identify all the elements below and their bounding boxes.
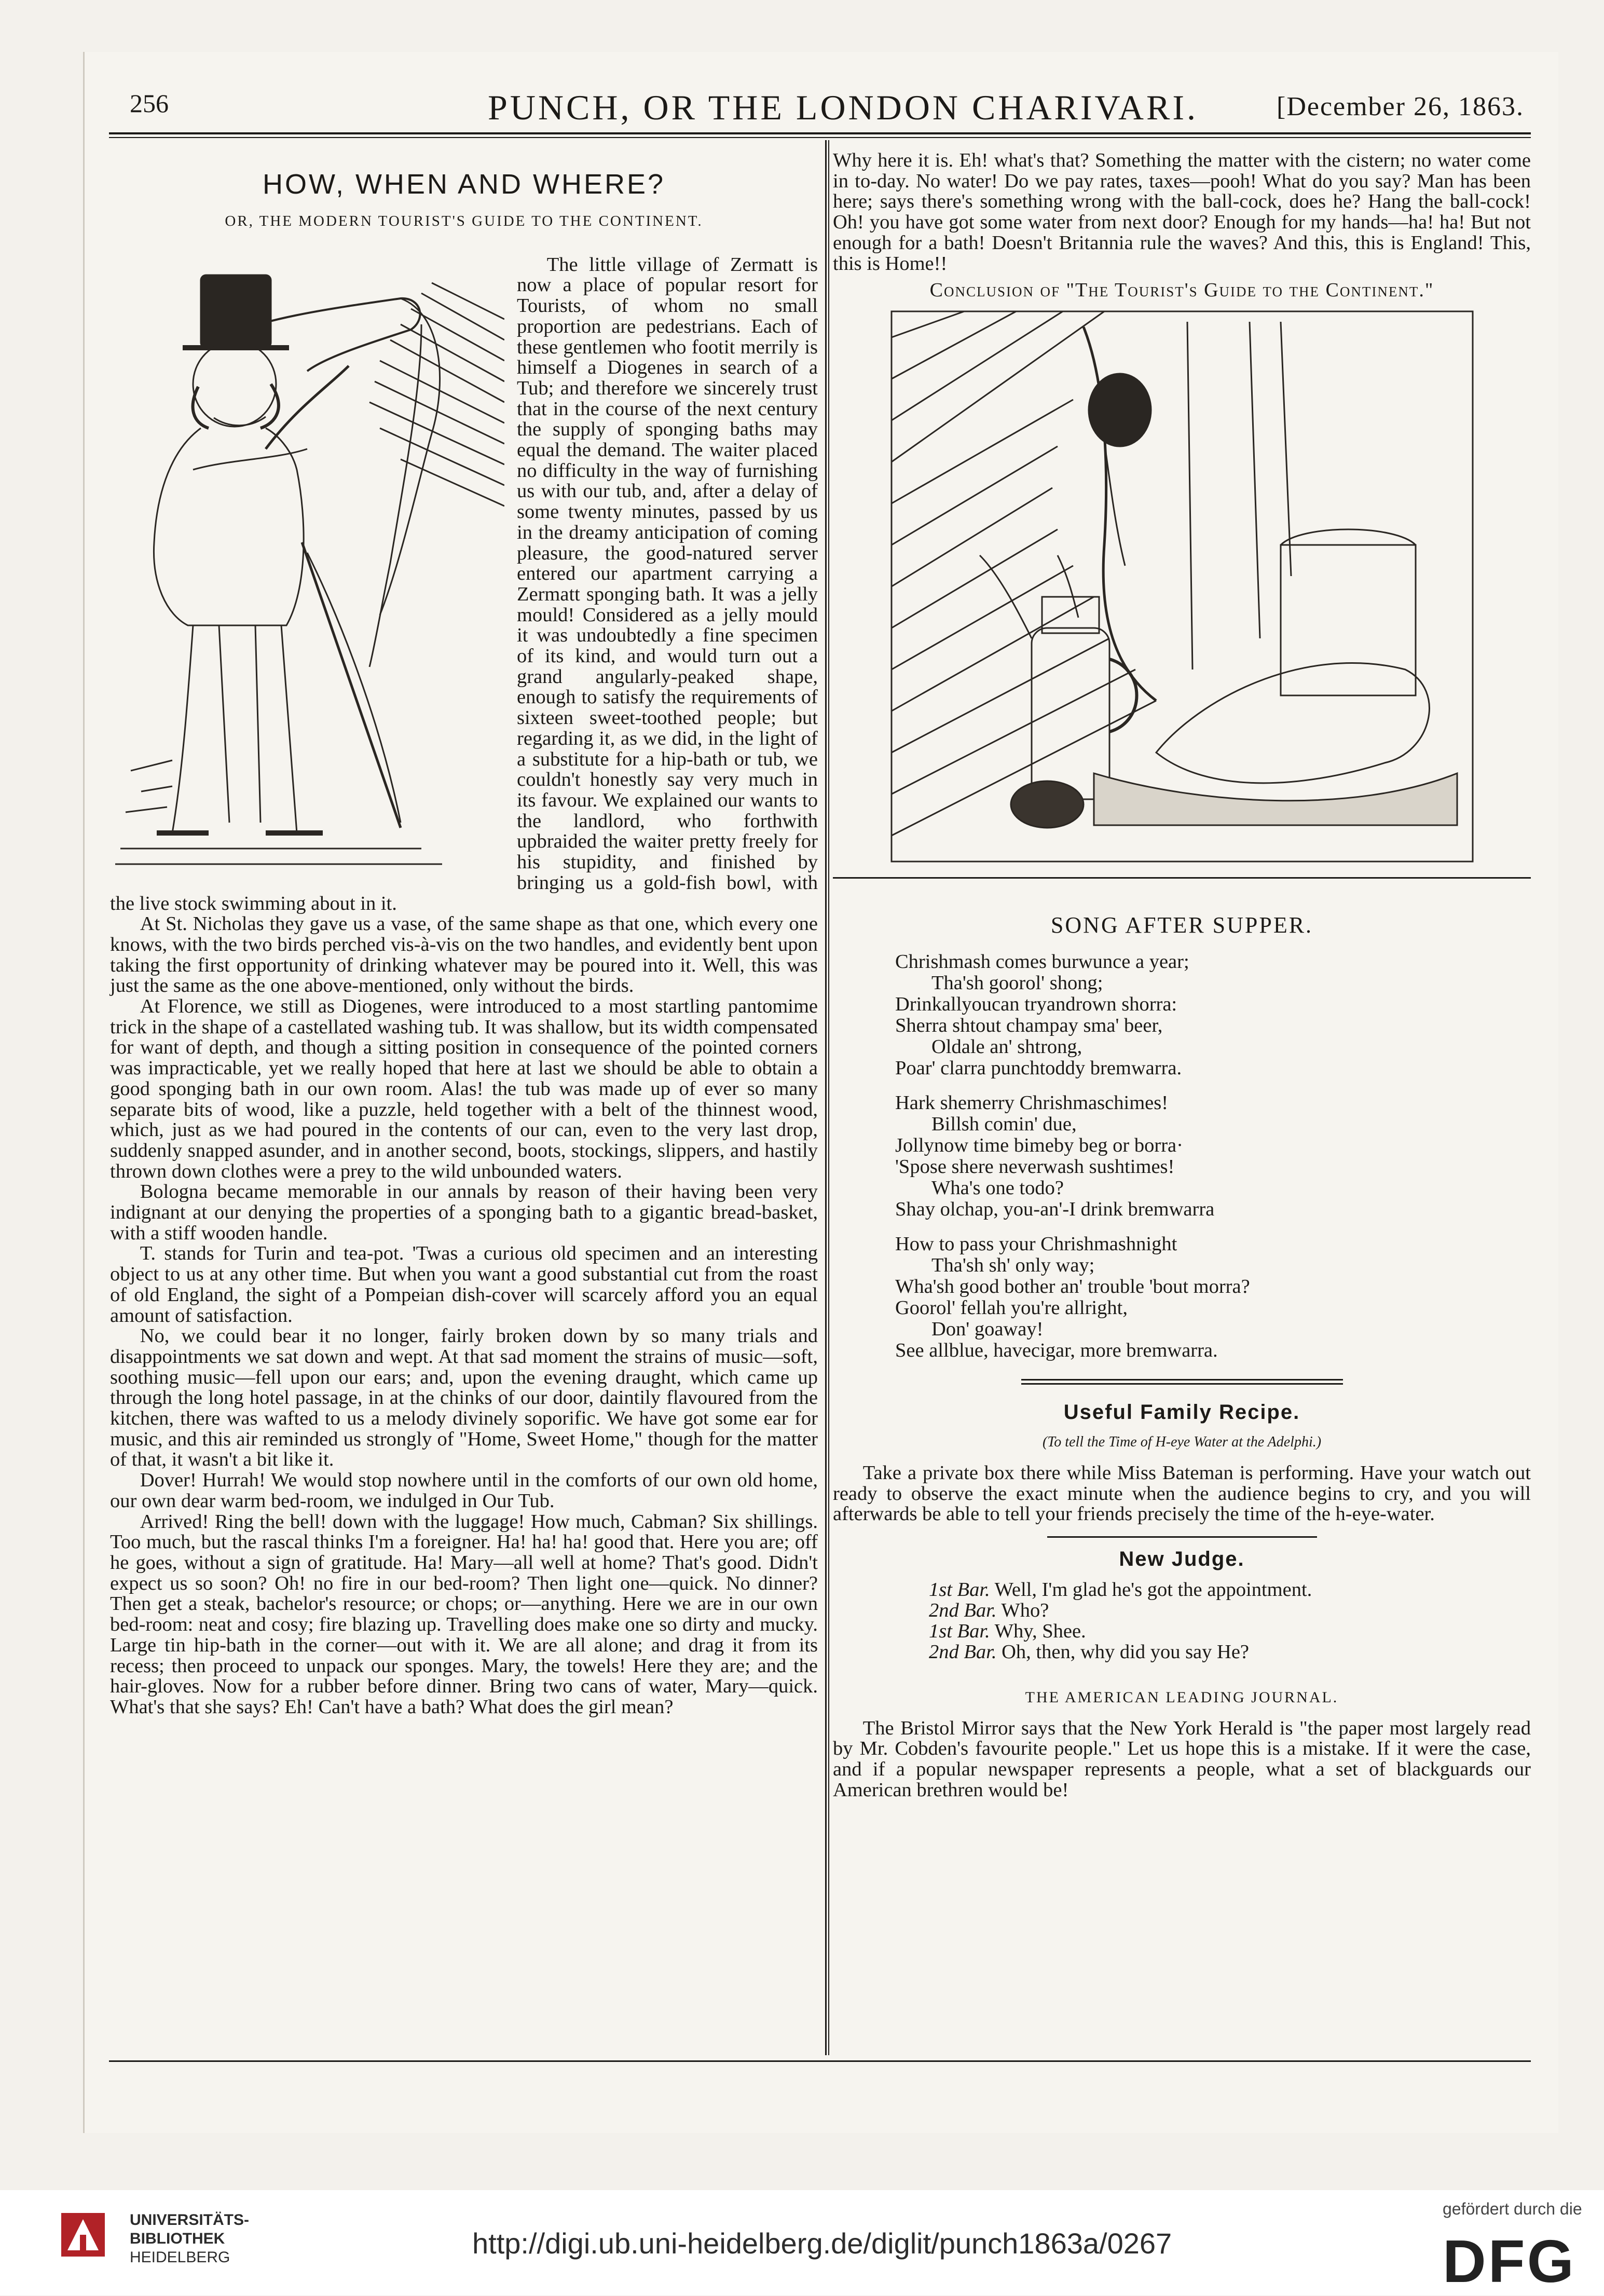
- digitization-footer: [0, 2190, 1604, 2295]
- header-rule-thin: [109, 137, 1531, 138]
- sponsor-text: gefördert durch die: [1443, 2199, 1582, 2218]
- speaker: 2nd Bar.: [929, 1641, 997, 1663]
- song-stanza-3: [895, 1234, 1531, 1361]
- permalink[interactable]: http://digi.ub.uni-heidelberg.de/diglit/punch1863a/0267: [472, 2227, 1172, 2260]
- recipe-text: Take a private box there while Miss Bateman is performing. Have your watch out ready to observe the exact minute when the audience begins to cry, and you will afterwards be able to tell your friends precisely the time of the h-eye-water.: [833, 1462, 1531, 1525]
- speech: Why, Shee.: [994, 1620, 1086, 1642]
- speech: Well, I'm glad he's got the appointment.: [994, 1578, 1312, 1601]
- article-paragraph-7: Dover! Hurrah! We would stop nowhere until in the comforts of our own old home, our own dear warm bed-room, we indulged in Our Tub.: [110, 1469, 818, 1512]
- song-stanza-2: [895, 1092, 1531, 1220]
- dialog-line: [929, 1579, 1531, 1600]
- poem-line: Billsh comin' due,: [931, 1113, 1077, 1135]
- song-poem: [895, 951, 1531, 1361]
- article-paragraph-4: Bologna became memorable in our annals by reason of their having been very indignant at our denying the properties of a sponging bath to a gigantic bread-basket, with a stiff wooden handle.: [110, 1181, 818, 1244]
- song-stanza-1: [895, 951, 1531, 1079]
- bottom-rule: [109, 2060, 1531, 2062]
- library-line-2: BIBLIOTHEK: [130, 2230, 225, 2247]
- poem-line: Shay olchap, you-an'-I drink bremwarra: [895, 1198, 1215, 1220]
- tourist-figure-icon: [110, 252, 504, 880]
- article-paragraph-8: Arrived! Ring the bell! down with the luggage! How much, Cabman? Six shillings. Too much, but the rascal thinks I'm a foreigner. Ha! ha! ha! good that. Here you are; off he goes, without a sign of gratitude. Ha! Mary—all well at home? That's good. Didn't expect us so soon? Oh! no fire in our bed-room? Then light one—quick. No dinner? Then get a steak, bachelor's resource; or chops; or—anything. Here we are in our own bed-room: neat and cosy; fire blazing up. Travelling does make one so dirty and mucky. Large tin hip-bath in the corner—out with it. We are all alone; and drag it from its recess; then proceed to unpack our sponges. Mary, the towels! Here they are; and the hair-gloves. Now for a rubber before dinner. Bring two cans of water, Mary—quick. What's that she says? Eh! Can't have a bath? What does the girl mean?: [110, 1510, 818, 1718]
- article-continuation: Why here it is. Eh! what's that? Something the matter with the cistern; no water come in to-day. No water! Do we pay rates, taxes—pooh! What do you say? Man has been here; says there's something wrong with the ball-cock, does he? Hang the ball-cock! Oh! you have got some water from next door? Enough for my hands—ha! ha! But not enough for a bath! Doesn't Britannia rule the waves? And this, this is England! This, this is Home!!: [833, 149, 1531, 275]
- library-line-3: HEIDELBERG: [130, 2249, 230, 2266]
- article-paragraph-5: T. stands for Turin and tea-pot. 'Twas a curious old specimen and an interesting object to us at any other time. But when you want a good substantial cut from the roast of old England, the sight of a Pompeian dish-cover will scarcely afford you an equal amount of satisfaction.: [110, 1242, 818, 1327]
- tourist-illustration: [110, 252, 504, 880]
- poem-line: Chrishmash comes burwunce a year;: [895, 950, 1189, 973]
- dialog-line: [929, 1600, 1531, 1621]
- poem-line: Wha'sh good bother an' trouble 'bout morra?: [895, 1275, 1250, 1297]
- poem-line: Wha's one todo?: [931, 1177, 1064, 1199]
- page-number: 256: [130, 89, 169, 118]
- article-title: HOW, WHEN AND WHERE?: [262, 169, 666, 200]
- recipe-note: (To tell the Time of H-eye Water at the Adelphi.): [1042, 1434, 1322, 1451]
- poem-line: Poar' clarra punchtoddy bremwarra.: [895, 1057, 1182, 1079]
- library-line-1: UNIVERSITÄTS-: [130, 2211, 250, 2229]
- illustration-caption: Conclusion of "The Tourist's Guide to the Continent.": [929, 279, 1434, 302]
- poem-line: See allblue, havecigar, more bremwarra.: [895, 1339, 1218, 1361]
- poem-line: Don' goaway!: [931, 1318, 1044, 1340]
- column-divider: [825, 140, 827, 2055]
- short-rule: [1047, 1536, 1317, 1538]
- article-paragraph-3: At Florence, we still as Diogenes, were introduced to a most startling pantomime trick in the shape of a castellated washing tub. It was shallow, but its width compensated for want of depth, and though a sitting position in consequence of the pointed corners was impracticable, yet we really hoped that here at last we should be able to obtain a good sponging bath in our own room. Alas! the tub was made up of ever so many separate bits of wood, like a puzzle, held together with a belt of the thinnest wood, which, just as we had poured in the contents of our can, even to the very last drop, suddenly snapped asunder, and in another second, boots, stockings, slippers, and hastily thrown down clothes were a prey to the wild unbounded waters.: [110, 995, 818, 1182]
- dialog-line: [929, 1621, 1531, 1642]
- university-seal-icon: [57, 2209, 109, 2261]
- library-name: [130, 2211, 249, 2267]
- journal-text: The Bristol Mirror says that the New York Herald is "the paper most largely read by Mr. Cobden's favourite people." Let us hope this is a mistake. If it were the case, and if a popular newspaper represents a people, what a set of blackguards our American brethren would be!: [833, 1717, 1531, 1801]
- dialog-line: [929, 1642, 1531, 1662]
- right-column: [833, 151, 1531, 1800]
- dfg-logo: DFG: [1443, 2227, 1576, 2295]
- speech: Who?: [1001, 1599, 1049, 1621]
- poem-line: How to pass your Chrishmashnight: [895, 1233, 1177, 1255]
- poem-line: Jollynow time bimeby beg or borra·: [895, 1134, 1183, 1156]
- speaker: 1st Bar.: [929, 1578, 990, 1601]
- speaker: 2nd Bar.: [929, 1599, 997, 1621]
- article-paragraph-1: The little village of Zermatt is now a place of popular resort for Tourists, of whom no small proportion are pedestrians. Each of these gentlemen who footit merrily is himself a Diogenes in search of a Tub; and therefore we sincerely trust that in the course of the next century the supply of sponging baths may equal the demand. The waiter placed no difficulty in the way of furnishing us with our tub, and, after a delay of some twenty minutes, passed by us in the dreamy anticipation of coming pleasure, the good-natured server entered our apartment carrying a Zermatt sponging bath. It was a jelly mould! Considered as a jelly mould it was undoubtedly a fine specimen of its kind, and would turn out a grand angularly-peaked shape, enough to satisfy the requirements of sixteen sweet-toothed people; but regarding it, as we did, in the light of a substitute for a hip-bath or tub, we couldn't honestly say very much in its favour. We explained our wants to the landlord, who forthwith upbraided the waiter pretty freely for his stupidity, and finished by bringing us a gold-fish bowl, with the live stock swimming about in it.: [110, 253, 818, 914]
- article-paragraph-6: No, we could bear it no longer, fairly broken down by so many trials and disappointments we sat down and wept. At that sad moment the strains of music—soft, soothing music—fell upon our ears; and, upon the evening draught, which came up through the long hotel passage, in at the chinks of our door, daintily flavoured from the kitchen, there was wafted to us a melody divinely soporific. We have got some ear for music, and this air reminded us strongly of "Home, Sweet Home," though for the matter of that, it wasn't a bit like it.: [110, 1325, 818, 1471]
- double-rule: [1021, 1379, 1343, 1385]
- journal-title: THE AMERICAN LEADING JOURNAL.: [1025, 1688, 1339, 1706]
- recipe-title: Useful Family Recipe.: [1063, 1400, 1300, 1424]
- bath-scene-icon: [886, 306, 1478, 867]
- header-rule: [109, 132, 1531, 134]
- section-rule: [833, 877, 1531, 879]
- article-subtitle: OR, THE MODERN TOURIST'S GUIDE TO THE CONTINENT.: [225, 213, 703, 229]
- poem-line: 'Spose shere neverwash sushtimes!: [895, 1155, 1175, 1178]
- left-column: [110, 169, 818, 1718]
- article-paragraph-2: At St. Nicholas they gave us a vase, of the same shape as that one, which every one knows, with the two birds perched vis-à-vis on the two handles, and evidently bent upon taking the first opportunity of drinking whatever may be poured into it. Well, this was just the same as the one above-mentioned, only without the birds.: [110, 913, 818, 997]
- poem-line: Sherra shtout champay sma' beer,: [895, 1014, 1163, 1036]
- judge-title: New Judge.: [1119, 1548, 1245, 1571]
- poem-line: Tha'sh goorol' shong;: [931, 972, 1103, 994]
- poem-line: Hark shemerry Chrishmaschimes!: [895, 1091, 1169, 1114]
- issue-date: [December 26, 1863.: [1277, 92, 1524, 121]
- poem-line: Drinkallyoucan tryandrown shorra:: [895, 993, 1177, 1015]
- song-title: SONG AFTER SUPPER.: [1050, 912, 1313, 938]
- judge-dialog: [929, 1579, 1531, 1662]
- poem-line: Goorol' fellah you're allright,: [895, 1296, 1128, 1319]
- speech: Oh, then, why did you say He?: [1002, 1641, 1249, 1663]
- poem-line: Oldale an' shtrong,: [931, 1035, 1082, 1058]
- poem-line: Tha'sh sh' only way;: [931, 1254, 1095, 1276]
- bath-illustration: [886, 306, 1478, 867]
- column-divider-right: [828, 140, 829, 2055]
- speaker: 1st Bar.: [929, 1620, 990, 1642]
- masthead-title: PUNCH, OR THE LONDON CHARIVARI.: [488, 88, 1199, 127]
